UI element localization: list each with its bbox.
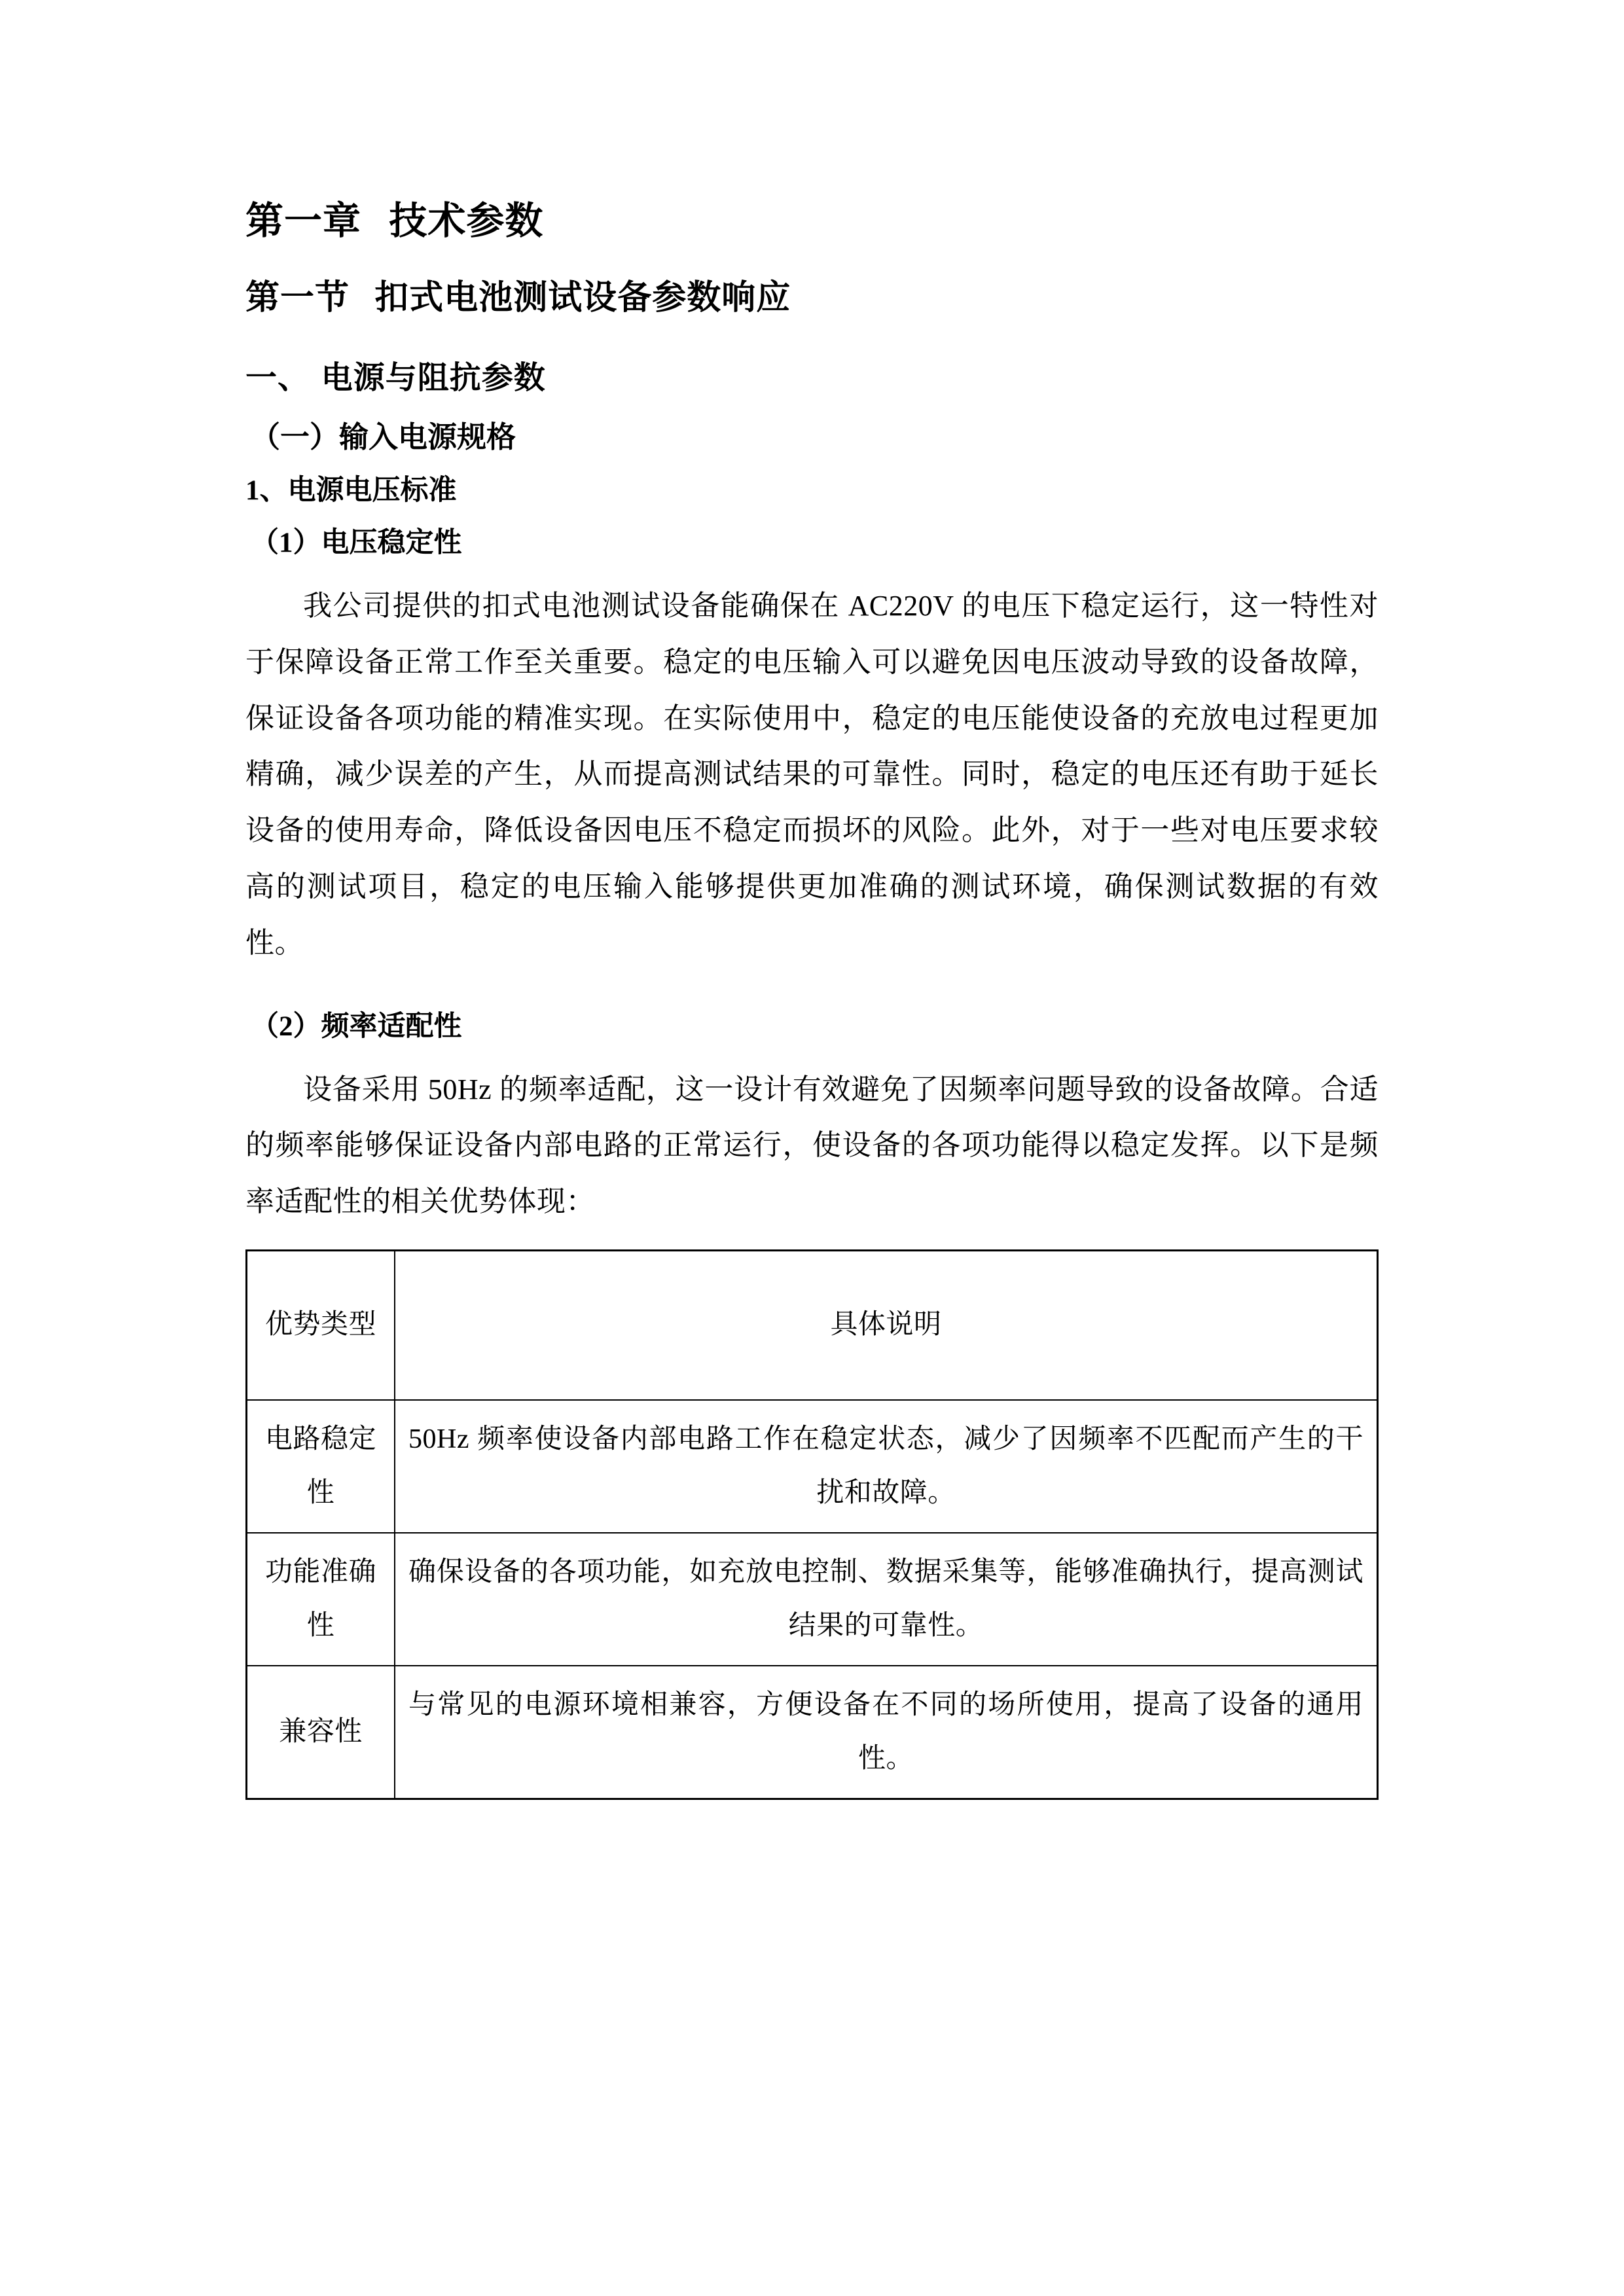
section-heading: 第一节 扣式电池测试设备参数响应: [245, 278, 791, 318]
level2-heading: （一）输入电源规格: [251, 421, 516, 454]
level3-heading: 1、电源电压标准: [245, 475, 457, 506]
table-row: [247, 1400, 1378, 1533]
table-cell-type: 功能准确性: [247, 1533, 395, 1666]
table-cell-description: 与常见的电源环境相兼容，方便设备在不同的场所使用，提高了设备的通用性。: [395, 1666, 1378, 1799]
table-row: [247, 1666, 1378, 1799]
table-cell-description: 确保设备的各项功能，如充放电控制、数据采集等，能够准确执行，提高测试结果的可靠性。: [395, 1533, 1378, 1666]
item2-heading: （2）频率适配性: [251, 1011, 462, 1042]
level1-heading: 一、 电源与阻抗参数: [245, 359, 546, 396]
document-content: [245, 196, 1379, 1800]
table-cell-type: 兼容性: [247, 1666, 395, 1799]
advantages-table: [245, 1249, 1379, 1800]
table-header-type: 优势类型: [247, 1251, 395, 1401]
item1-heading: （1）电压稳定性: [251, 528, 462, 559]
table-cell-description: 50Hz 频率使设备内部电路工作在稳定状态，减少了因频率不匹配而产生的干扰和故障。: [395, 1400, 1378, 1533]
chapter-heading: 第一章 技术参数: [245, 198, 544, 243]
table-body: [247, 1251, 1378, 1799]
item1-paragraph: 我公司提供的扣式电池测试设备能确保在 AC220V 的电压下稳定运行，这一特性对于保障设备正常工作至关重要。稳定的电压输入可以避免因电压波动导致的设备故障，保证设备各项功能的精准实现。在实际使用中，稳定的电压能使设备的充放电过程更加精确，减少误差的产生，从而提高测试结果的可靠性。同时，稳定的电压还有助于延长设备的使用寿命，降低设备因电压不稳定而损坏的风险。此外，对于一些对电压要求较高的测试项目，稳定的电压输入能够提供更加准确的测试环境，确保测试数据的有效性。: [245, 590, 1379, 959]
table-header-description: 具体说明: [395, 1251, 1378, 1401]
paragraph-spacer: [245, 991, 1379, 1008]
table-header-row: [247, 1251, 1378, 1401]
table-cell-type: 电路稳定性: [247, 1400, 395, 1533]
item2-paragraph: 设备采用 50Hz 的频率适配，这一设计有效避免了因频率问题导致的设备故障。合适的频率能够保证设备内部电路的正常运行，使设备的各项功能得以稳定发挥。以下是频率适配性的相关优势体现：: [245, 1073, 1379, 1218]
table-row: [247, 1533, 1378, 1666]
